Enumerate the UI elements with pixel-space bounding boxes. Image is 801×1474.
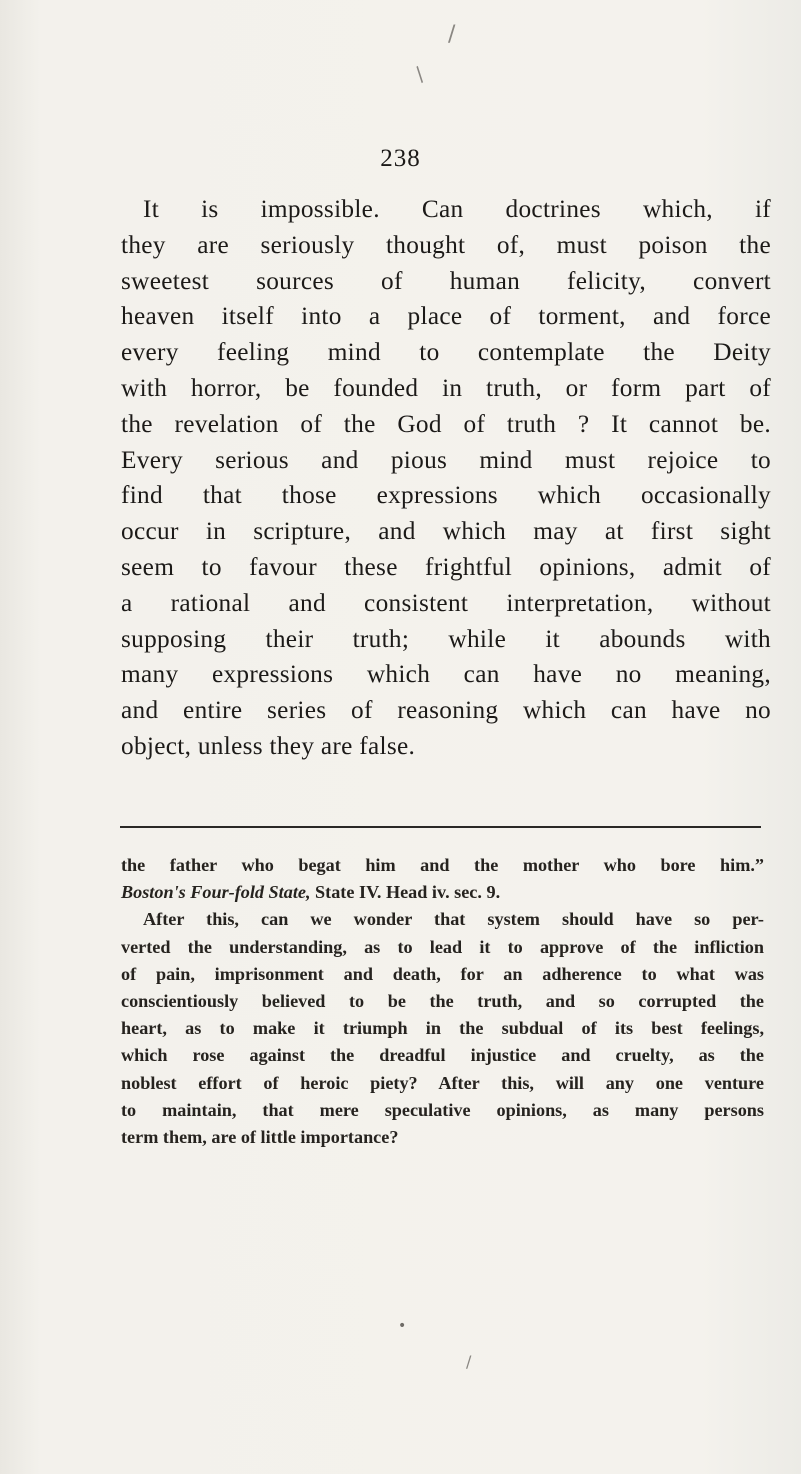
margin-pencil-mark: / xyxy=(466,1352,472,1371)
body-line: heaven itself into a place of torment, and force xyxy=(121,302,771,331)
citation-title: Boston's Four-fold State, xyxy=(121,882,311,903)
footnote-citation xyxy=(121,879,764,906)
footnote-divider xyxy=(120,826,761,828)
body-line: many expressions which can have no meaning, xyxy=(121,660,771,689)
footnote-line: verted the understanding, as to lead it to approve of the infliction xyxy=(121,936,764,957)
margin-pencil-mark: / xyxy=(409,62,430,86)
body-line: occur in scripture, and which may at first sight xyxy=(121,517,771,546)
body-line: a rational and consistent interpretation, without xyxy=(121,588,771,617)
footnote-line: the father who begat him and the mother who bore him.” xyxy=(121,855,764,875)
body-line: sweetest sources of human felicity, convert xyxy=(121,266,771,295)
citation-reference: State IV. Head iv. sec. 9. xyxy=(310,882,501,903)
body-line: seem to favour these frightful opinions, admit of xyxy=(121,552,771,581)
margin-pencil-mark: / xyxy=(448,22,456,47)
footnote-line: noblest effort of heroic piety? After this, will any one venture xyxy=(121,1072,764,1093)
body-paragraph xyxy=(121,192,771,765)
body-line: every feeling mind to contemplate the Deity xyxy=(121,338,771,367)
footnote-line: conscientiously believed to be the truth, and so corrupted the xyxy=(121,991,764,1012)
body-line: and entire series of reasoning which can have no xyxy=(121,696,771,725)
footnote-line: to maintain, that mere speculative opinions, as many persons xyxy=(121,1099,764,1120)
body-line: the revelation of the God of truth ? It cannot be. xyxy=(121,409,771,438)
footnote-line: heart, as to make it triumph in the subdual of its best feelings, xyxy=(121,1018,764,1039)
body-line: object, unless they are false. xyxy=(121,731,416,760)
page-number: 238 xyxy=(380,145,421,172)
body-line: Every serious and pious mind must rejoice to xyxy=(121,445,771,474)
body-line: supposing their truth; while it abounds with xyxy=(121,624,771,653)
body-line: they are seriously thought of, must poison the xyxy=(121,230,771,259)
body-line: find that those expressions which occasionally xyxy=(121,481,771,510)
body-text xyxy=(121,192,771,765)
footnote-line: of pain, imprisonment and death, for an adherence to what was xyxy=(121,963,764,984)
footnote-line: After this, can we wonder that system should have so per- xyxy=(143,909,764,930)
footnote-line: which rose against the dreadful injustice and cruelty, as the xyxy=(121,1045,764,1066)
footnote xyxy=(121,852,764,1151)
footnote-line: term them, are of little importance? xyxy=(121,1127,399,1148)
body-line: It is impossible. Can doctrines which, if xyxy=(143,195,771,223)
ink-speck: • xyxy=(398,1318,407,1334)
body-line: with horror, be founded in truth, or form part of xyxy=(121,373,771,402)
